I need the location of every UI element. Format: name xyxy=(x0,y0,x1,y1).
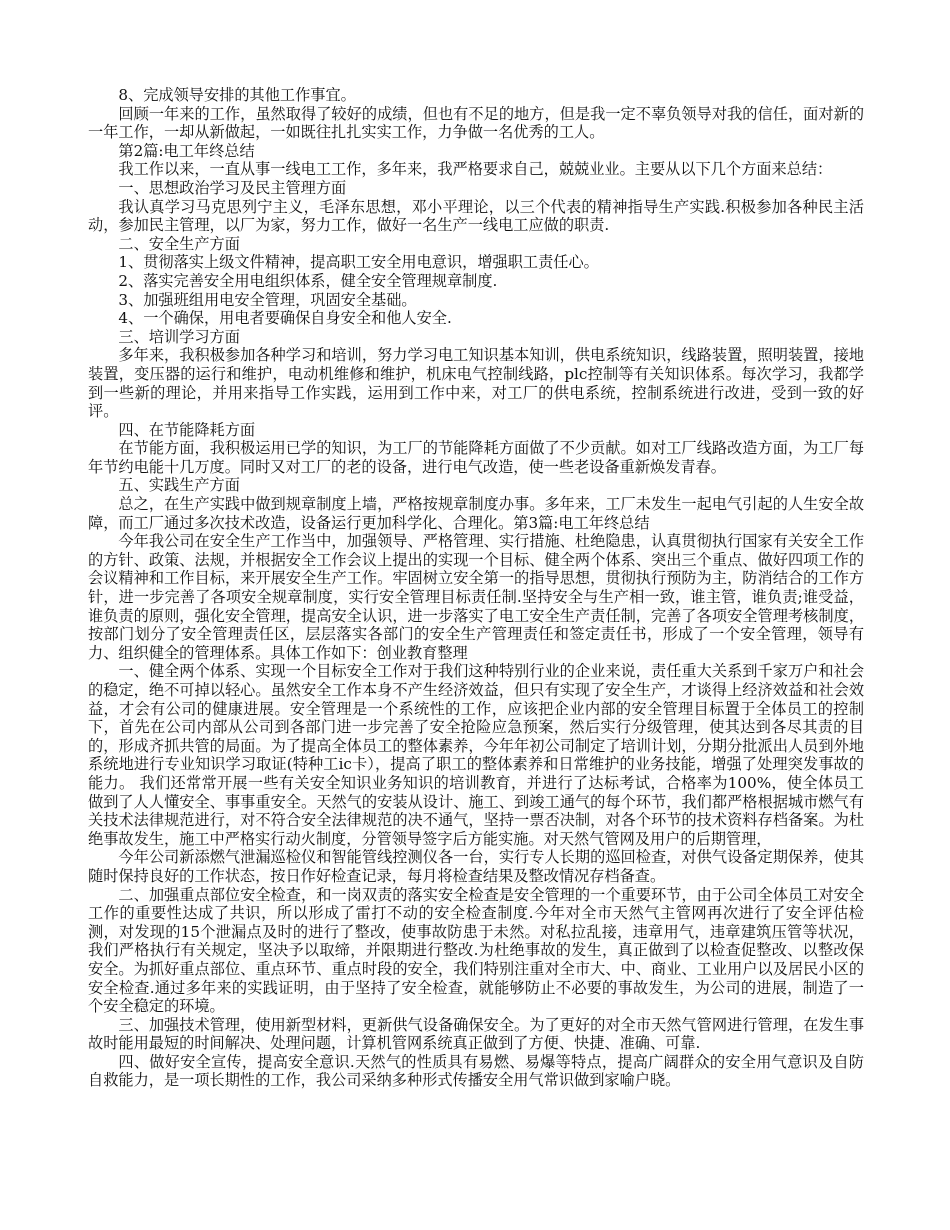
paragraph: 二、加强重点部位安全检查，和一岗双责的落实安全检查是安全管理的一个重要环节，由于公司全体员工对安全工作的重要性达成了共识，所以形成了雷打不动的安全检查制度.今年对全市天然气主管网再次进行了安全评估检测，对发现的15个泄漏点及时的进行了整改，使事故防患于未然。对私拉乱接，违章用气，违章建筑压管等状况，我们严格执行有关规定，坚决予以取缔，并限期进行整改.为杜绝事故的发生，真正做到了以检查促整改、以整改保安全。为抓好重点部位、重点环节、重点时段的安全，我们特别注重对全市大、中、商业、工业用户以及居民小区的安全检查.通过多年来的实践证明，由于坚持了安全检查，就能够防止不必要的事故发生，为公司的进展，制造了一个安全稳定的环境。 xyxy=(88,885,864,1016)
paragraph: 三、加强技术管理，使用新型材料，更新供气设备确保安全。为了更好的对全市天然气管网进行管理，在发生事故时能用最短的时间解决、处理问题，计算机管网系统真正做到了方便、快捷、准确、可靠. xyxy=(88,1015,864,1053)
subsection-heading: 三、培训学习方面 xyxy=(118,327,240,346)
paragraph: 多年来，我积极参加各种学习和培训，努力学习电工知识基本知训，供电系统知识，线路装置，照明装置，接地装置，变压器的运行和维护，电动机维修和维护，机床电气控制线路，plc控制等有关知识体系。每次学习，我都学到一些新的理论，并用来指导工作实践，运用到工作中来，对工厂的供电系统，控制系统进行改进，受到一致的好评。 xyxy=(88,346,864,421)
paragraph: 我工作以来，一直从事一线电工工作，多年来，我严格要求自己，兢兢业业。主要从以下几个方面来总结： xyxy=(118,160,833,179)
subsection-heading: 五、实践生产方面 xyxy=(118,476,240,495)
paragraph: 四、做好安全宣传，提高安全意识.天然气的性质具有易燃、易爆等特点，提高广阔群众的安全用气意识及自防自救能力，是一项长期性的工作，我公司采纳多种形式传播安全用气常识做到家喻户晓。 xyxy=(88,1052,864,1090)
paragraph: 今年公司新添燃气泄漏巡检仪和智能管线控测仪各一台，实行专人长期的巡回检查，对供气设备定期保养，使其随时保持良好的工作状态，按日作好检查记录，每月将检查结果及整改情况存档备查。 xyxy=(88,848,864,885)
list-item: 1、贯彻落实上级文件精神，提高职工安全用电意识，增强职工责任心。 xyxy=(118,253,599,272)
subsection-heading: 二、安全生产方面 xyxy=(118,234,240,253)
paragraph: 8、完成领导安排的其他工作事宜。 xyxy=(118,86,356,104)
paragraph: 在节能方面，我积极运用已学的知识，为工厂的节能降耗方面做了不少贡献。如对工厂线路改造方面，为工厂每年节约电能十几万度。同时又对工厂的老的设备，进行电气改造，使一些老设备重新焕发青春。 xyxy=(88,439,864,476)
document-page xyxy=(88,86,864,1090)
subsection-heading: 四、在节能降耗方面 xyxy=(118,420,256,439)
paragraph: 今年我公司在安全生产工作当中，加强领导、严格管理、实行措施、杜绝隐患，认真贯彻执行国家有关安全工作的方针、政策、法规，并根据安全工作会议上提出的实现一个目标、健全两个体系、突出三个重点、做好四项工作的会议精神和工作目标，来开展安全生产工作。牢固树立安全第一的指导思想，贯彻执行预防为主，防消结合的工作方针，进一步完善了各项安全规章制度，实行安全管理目标责任制.坚持安全与生产相一致，谁主管，谁负责;谁受益，谁负责的原则，强化安全管理，提高安全认识，进一步落实了电工安全生产责任制，完善了各项安全管理考核制度，按部门划分了安全管理责任区，层层落实各部门的安全生产管理责任和签定责任书，形成了一个安全管理，领导有力、组织健全的管理体系。具体工作如下：创业教育整理 xyxy=(88,532,864,662)
list-item: 4、一个确保，用电者要确保自身安全和他人安全. xyxy=(118,309,452,328)
paragraph: 回顾一年来的工作，虽然取得了较好的成绩，但也有不足的地方，但是我一定不辜负领导对我的信任，面对新的一年工作，一却从新做起，一如既往扎扎实实工作，力争做一名优秀的工人。 xyxy=(88,104,864,142)
list-item: 3、加强班组用电安全管理，巩固安全基础。 xyxy=(118,290,417,309)
paragraph: 总之，在生产实践中做到规章制度上墙，严格按规章制度办事。多年来，工厂未发生一起电气引起的人生安全故障，而工厂通过多次技术改造，设备运行更加科学化、合理化。第3篇:电工年终总结 xyxy=(88,495,864,532)
subsection-heading: 一、思想政治学习及民主管理方面 xyxy=(118,178,347,197)
list-item: 2、落实完善安全用电组织体系，健全安全管理规章制度. xyxy=(118,271,498,290)
section-heading: 第2篇:电工年终总结 xyxy=(118,141,255,160)
paragraph: 我认真学习马克思列宁主义，毛泽东思想，邓小平理论，以三个代表的精神指导生产实践.积极参加各种民主活动，参加民主管理，以厂为家，努力工作，做好一名生产一线电工应做的职责. xyxy=(88,197,864,235)
paragraph: 一、健全两个体系、实现一个目标安全工作对于我们这种特别行业的企业来说，责任重大关系到千家万户和社会的稳定，绝不可掉以轻心。虽然安全工作本身不产生经济效益，但只有实现了安全生产，才谈得上经济效益和社会效益，才会有公司的健康进展。安全管理是一个系统性的工作，应该把企业内部的安全管理目标置于全体员工的控制下，首先在公司内部从公司到各部门进一步完善了安全抢险应急预案，然后实行分级管理，使其达到各尽其责的目的，形成齐抓共管的局面。为了提高全体员工的整体素养，今年年初公司制定了培训计划，分期分批派出人员到外地系统地进行专业知识学习取证(特种工ic卡），提高了职工的整体素养和日常维护的业务技能，增强了处理突发事故的能力。 我们还常常开展一些有关安全知识业务知识的培训教育，并进行了达标考试，合格率为100%，使全体员工做到了人人懂安全、事事重安全。天然气的安装从设计、施工、到竣工通气的每个环节，我们都严格根据城市燃气有关技术法律规范进行，对不符合安全法律规范的决不通气，坚持一票否决制，对各个环节的技术资料存档备案。为杜绝事故发生，施工中严格实行动火制度，分管领导签字后方能实施。对天然气管网及用户的后期管理， xyxy=(88,662,864,848)
